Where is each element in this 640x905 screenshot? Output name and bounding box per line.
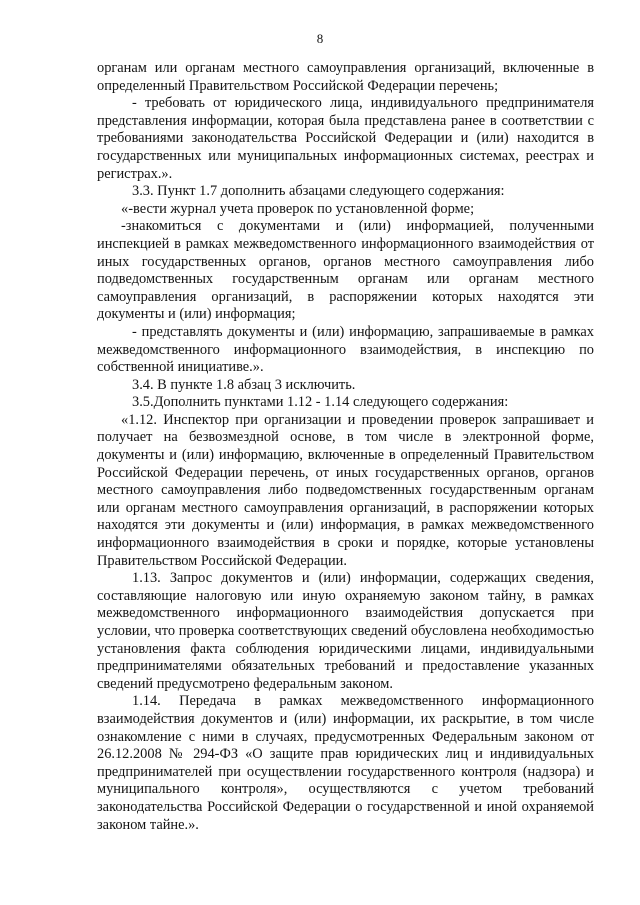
paragraph-1-14: 1.14. Передача в рамках межведомственного информационного взаимодействия документов и (или) информации, их раскрытие, в том числе ознакомление с ними в случаях, предусмотренных Федеральным законом от 26.12.2008 № 294-ФЗ «О защите прав юридических лиц и индивидуальных предпринимателей при осуществлении государственного контроля (надзора) и муниципального контроля», осуществляются с учетом требований законодательства Российской Федерации о государственной и иной охраняемой законом тайне.». bbox=[97, 693, 594, 833]
paragraph-3-3: 3.3. Пункт 1.7 дополнить абзацами следующего содержания: bbox=[132, 183, 505, 200]
paragraph-require-info: - требовать от юридического лица, индивидуального предпринимателя представления информации, которая была представлена ранее в соответствии с требованиями законодательства Российской Федерации и (или) находится в государственных или муниципальных информационных системах, реестрах и регистрах.». bbox=[97, 95, 594, 182]
paragraph-3-5: 3.5.Дополнить пунктами 1.12 - 1.14 следующего содержания: bbox=[132, 394, 509, 411]
paragraph-1-13: 1.13. Запрос документов и (или) информации, содержащих сведения, составляющие налоговую или иную охраняемую законом тайну, в рамках межведомственного информационного взаимодействия допускается при условии, что проверка соответствующих сведений обусловлена необходимостью установления факта соблюдения юридическими лицами, индивидуальными предпринимателями обязательных требований и предоставление указанных сведений предусмотрено федеральным законом. bbox=[97, 570, 594, 692]
paragraph-submit-documents: - представлять документы и (или) информацию, запрашиваемые в рамках межведомственного информационного взаимодействия, в инспекцию по собственной инициативе.». bbox=[97, 323, 594, 376]
paragraph-journal: «-вести журнал учета проверок по установленной форме; bbox=[121, 200, 475, 217]
paragraph-familiarize: -знакомиться с документами и (или) информацией, полученными инспекцией в рамках межведомственного информационного взаимодействия от иных государственных органов, органов местного самоуправления либо подведомственных государственным органам или органам местного самоуправления организаций, в распоряжении которых находятся эти документы и (или) информация; bbox=[97, 218, 594, 323]
page-number: 8 bbox=[316, 31, 324, 46]
paragraph-1-12: «1.12. Инспектор при организации и проведении проверок запрашивает и получает на безвозмездной основе, в том числе в электронной форме, документы и (или) информацию, включенные в определенный Правительством Российской Федерации перечень, от иных государственных органов, органов местного самоуправления либо подведомственных государственным органам или органам местного самоуправления организаций, в распоряжении которых находятся эти документы и (или) информация, в рамках межведомственного информационного взаимодействия в сроки и порядке, которые установлены Правительством Российской Федерации. bbox=[97, 411, 594, 569]
document-body bbox=[97, 60, 594, 834]
paragraph-continuation: органам или органам местного самоуправления организаций, включенные в определенный Правительством Российской Федерации перечень; bbox=[97, 60, 594, 94]
paragraph-3-4: 3.4. В пункте 1.8 абзац 3 исключить. bbox=[132, 376, 356, 393]
